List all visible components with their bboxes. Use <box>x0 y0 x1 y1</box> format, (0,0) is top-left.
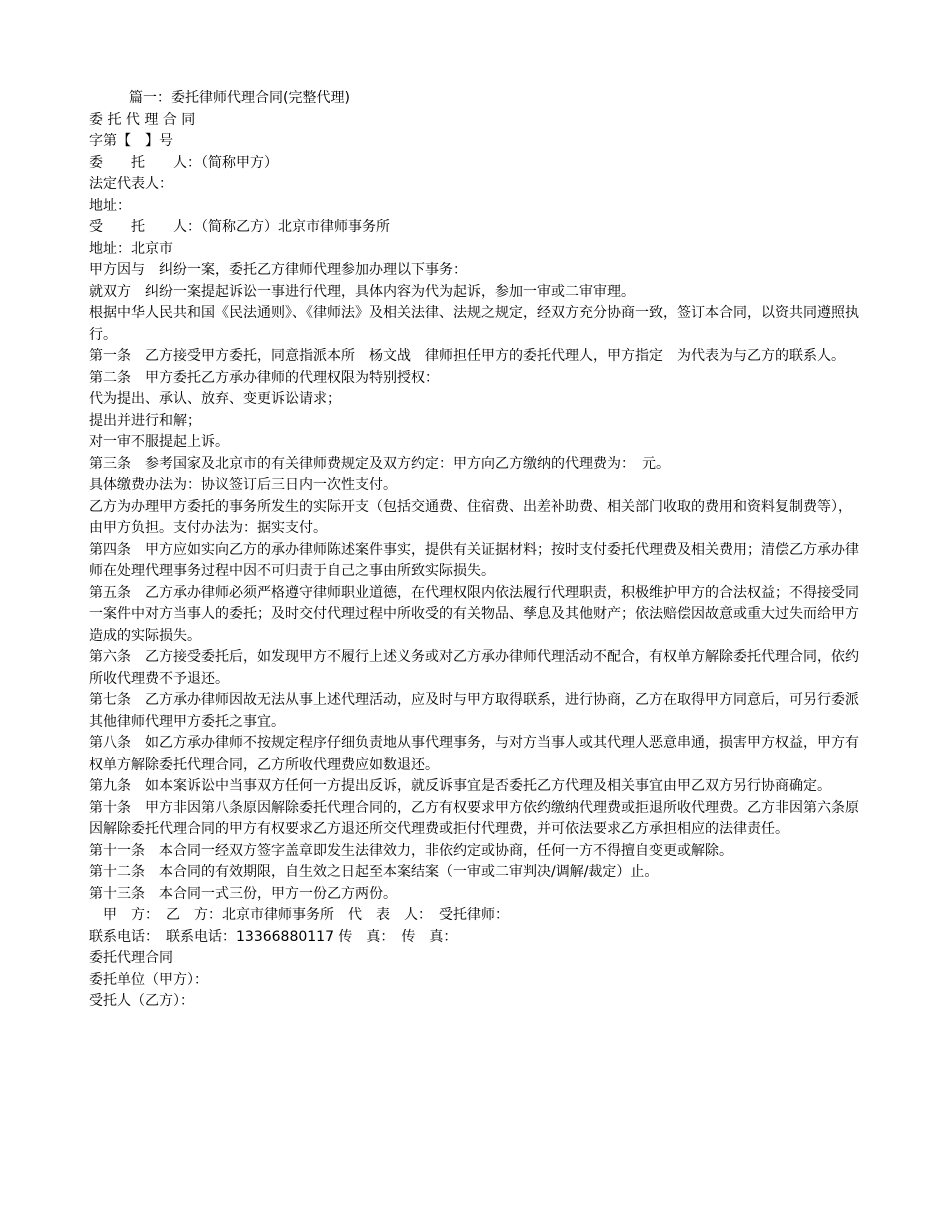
article-10: 第十条 甲方非因第八条原因解除委托代理合同的，乙方有权要求甲方依约缴纳代理费或拒退所收代理费。乙方非因第六条原因解除委托代理合同的甲方有权要求乙方退还所交代理费或拒付代理费，并可依法要求乙方承担相应的法律责任。 <box>89 799 859 837</box>
agent-address-line: 地址：北京市 <box>89 240 173 257</box>
signature-line: 甲 方： 乙 方：北京市律师事务所 代 表 人： 受托律师： <box>89 907 509 923</box>
second-agent-line: 受托人（乙方）： <box>89 993 194 1009</box>
article-11: 第十一条 本合同一经双方签字盖章即发生法律效力，非依约定或协商，任何一方不得擅自变更或解除。 <box>89 842 733 859</box>
contact-line: 联系电话： 联系电话：13366880117 传 真： 传 真： <box>89 928 458 945</box>
article-5: 第五条 乙方承办律师必须严格遵守律师职业道德，在代理权限内依法履行代理职责，积极维护甲方的合法权益；不得接受同一案件中对方当事人的委托；及时交付代理过程中所收受的有关物品、孳息及其他财产；依法赔偿因故意或重大过失而给甲方造成的实际损失。 <box>89 584 859 644</box>
paragraph: 代为提出、承认、放弃、变更诉讼请求； <box>89 391 341 407</box>
principal-line: 委 托 人：（简称甲方） <box>89 154 278 171</box>
agent-line: 受 托 人：（简称乙方）北京市律师事务所 <box>89 219 390 235</box>
paragraph: 对一审不服提起上诉。 <box>89 434 229 450</box>
article-3: 第三条 参考国家及北京市的有关律师费规定及双方约定：甲方向乙方缴纳的代理费为： 元。 <box>89 455 670 472</box>
paragraph: 提出并进行和解； <box>89 412 201 429</box>
article-4: 第四条 甲方应如实向乙方的承办律师陈述案件事实，提供有关证据材料；按时支付委托代理费及相关费用；清偿乙方承办律师在处理代理事务过程中因不可归责于自己之事由所致实际损失。 <box>89 541 859 579</box>
article-7: 第七条 乙方承办律师因故无法从事上述代理活动，应及时与甲方取得联系，进行协商，乙方在取得甲方同意后，可另行委派其他律师代理甲方委托之事宜。 <box>89 692 859 730</box>
article-9: 第九条 如本案诉讼中当事双方任何一方提出反诉，就反诉事宜是否委托乙方代理及相关事宜由甲乙双方另行协商确定。 <box>89 778 831 794</box>
article-12: 第十二条 本合同的有效期限，自生效之日起至本案结案（一审或二审判决/调解/裁定）止。 <box>89 864 659 880</box>
contract-heading: 委 托 代 理 合 同 <box>89 111 196 128</box>
article-2: 第二条 甲方委托乙方承办律师的代理权限为特别授权： <box>89 369 439 386</box>
doc-title: 篇一：委托律师代理合同(完整代理) <box>129 90 350 106</box>
article-8: 第八条 如乙方承办律师不按规定程序仔细负责地从事代理事务，与对方当事人或其代理人恶意串通，损害甲方权益，甲方有权单方解除委托代理合同，乙方所收代理费应如数退还。 <box>89 735 859 773</box>
second-principal-line: 委托单位（甲方）： <box>89 971 208 988</box>
article-6: 第六条 乙方接受委托后，如发现甲方不履行上述义务或对乙方承办律师代理活动不配合，有权单方解除委托代理合同，依约所收代理费不予退还。 <box>89 649 859 687</box>
paragraph: 乙方为办理甲方委托的事务所发生的实际开支（包括交通费、住宿费、出差补助费、相关部门收取的费用和资料复制费等），由甲方负担。支付办法为：据实支付。 <box>89 498 852 536</box>
article-1: 第一条 乙方接受甲方委托，同意指派本所 杨文战 律师担任甲方的委托代理人，甲方指定 为代表为与乙方的联系人。 <box>89 348 845 364</box>
document-body <box>89 88 864 1013</box>
principal-address-line: 地址： <box>89 197 131 214</box>
article-13: 第十三条 本合同一式三份，甲方一份乙方两份。 <box>89 885 397 902</box>
paragraph: 根据中华人民共和国《民法通则》、《律师法》及相关法律、法规之规定，经双方充分协商一致，签订本合同，以资共同遵照执行。 <box>89 305 859 343</box>
paragraph: 甲方因与 纠纷一案，委托乙方律师代理参加办理以下事务： <box>89 262 467 278</box>
paragraph: 具体缴费办法为：协议签订后三日内一次性支付。 <box>89 477 397 493</box>
second-contract-heading: 委托代理合同 <box>89 950 173 966</box>
paragraph: 就双方 纠纷一案提起诉讼一事进行代理，具体内容为代为起诉，参加一审或二审审理。 <box>89 283 635 300</box>
contract-number: 字第【 】号 <box>89 133 173 149</box>
legal-rep-line: 法定代表人： <box>89 176 173 192</box>
